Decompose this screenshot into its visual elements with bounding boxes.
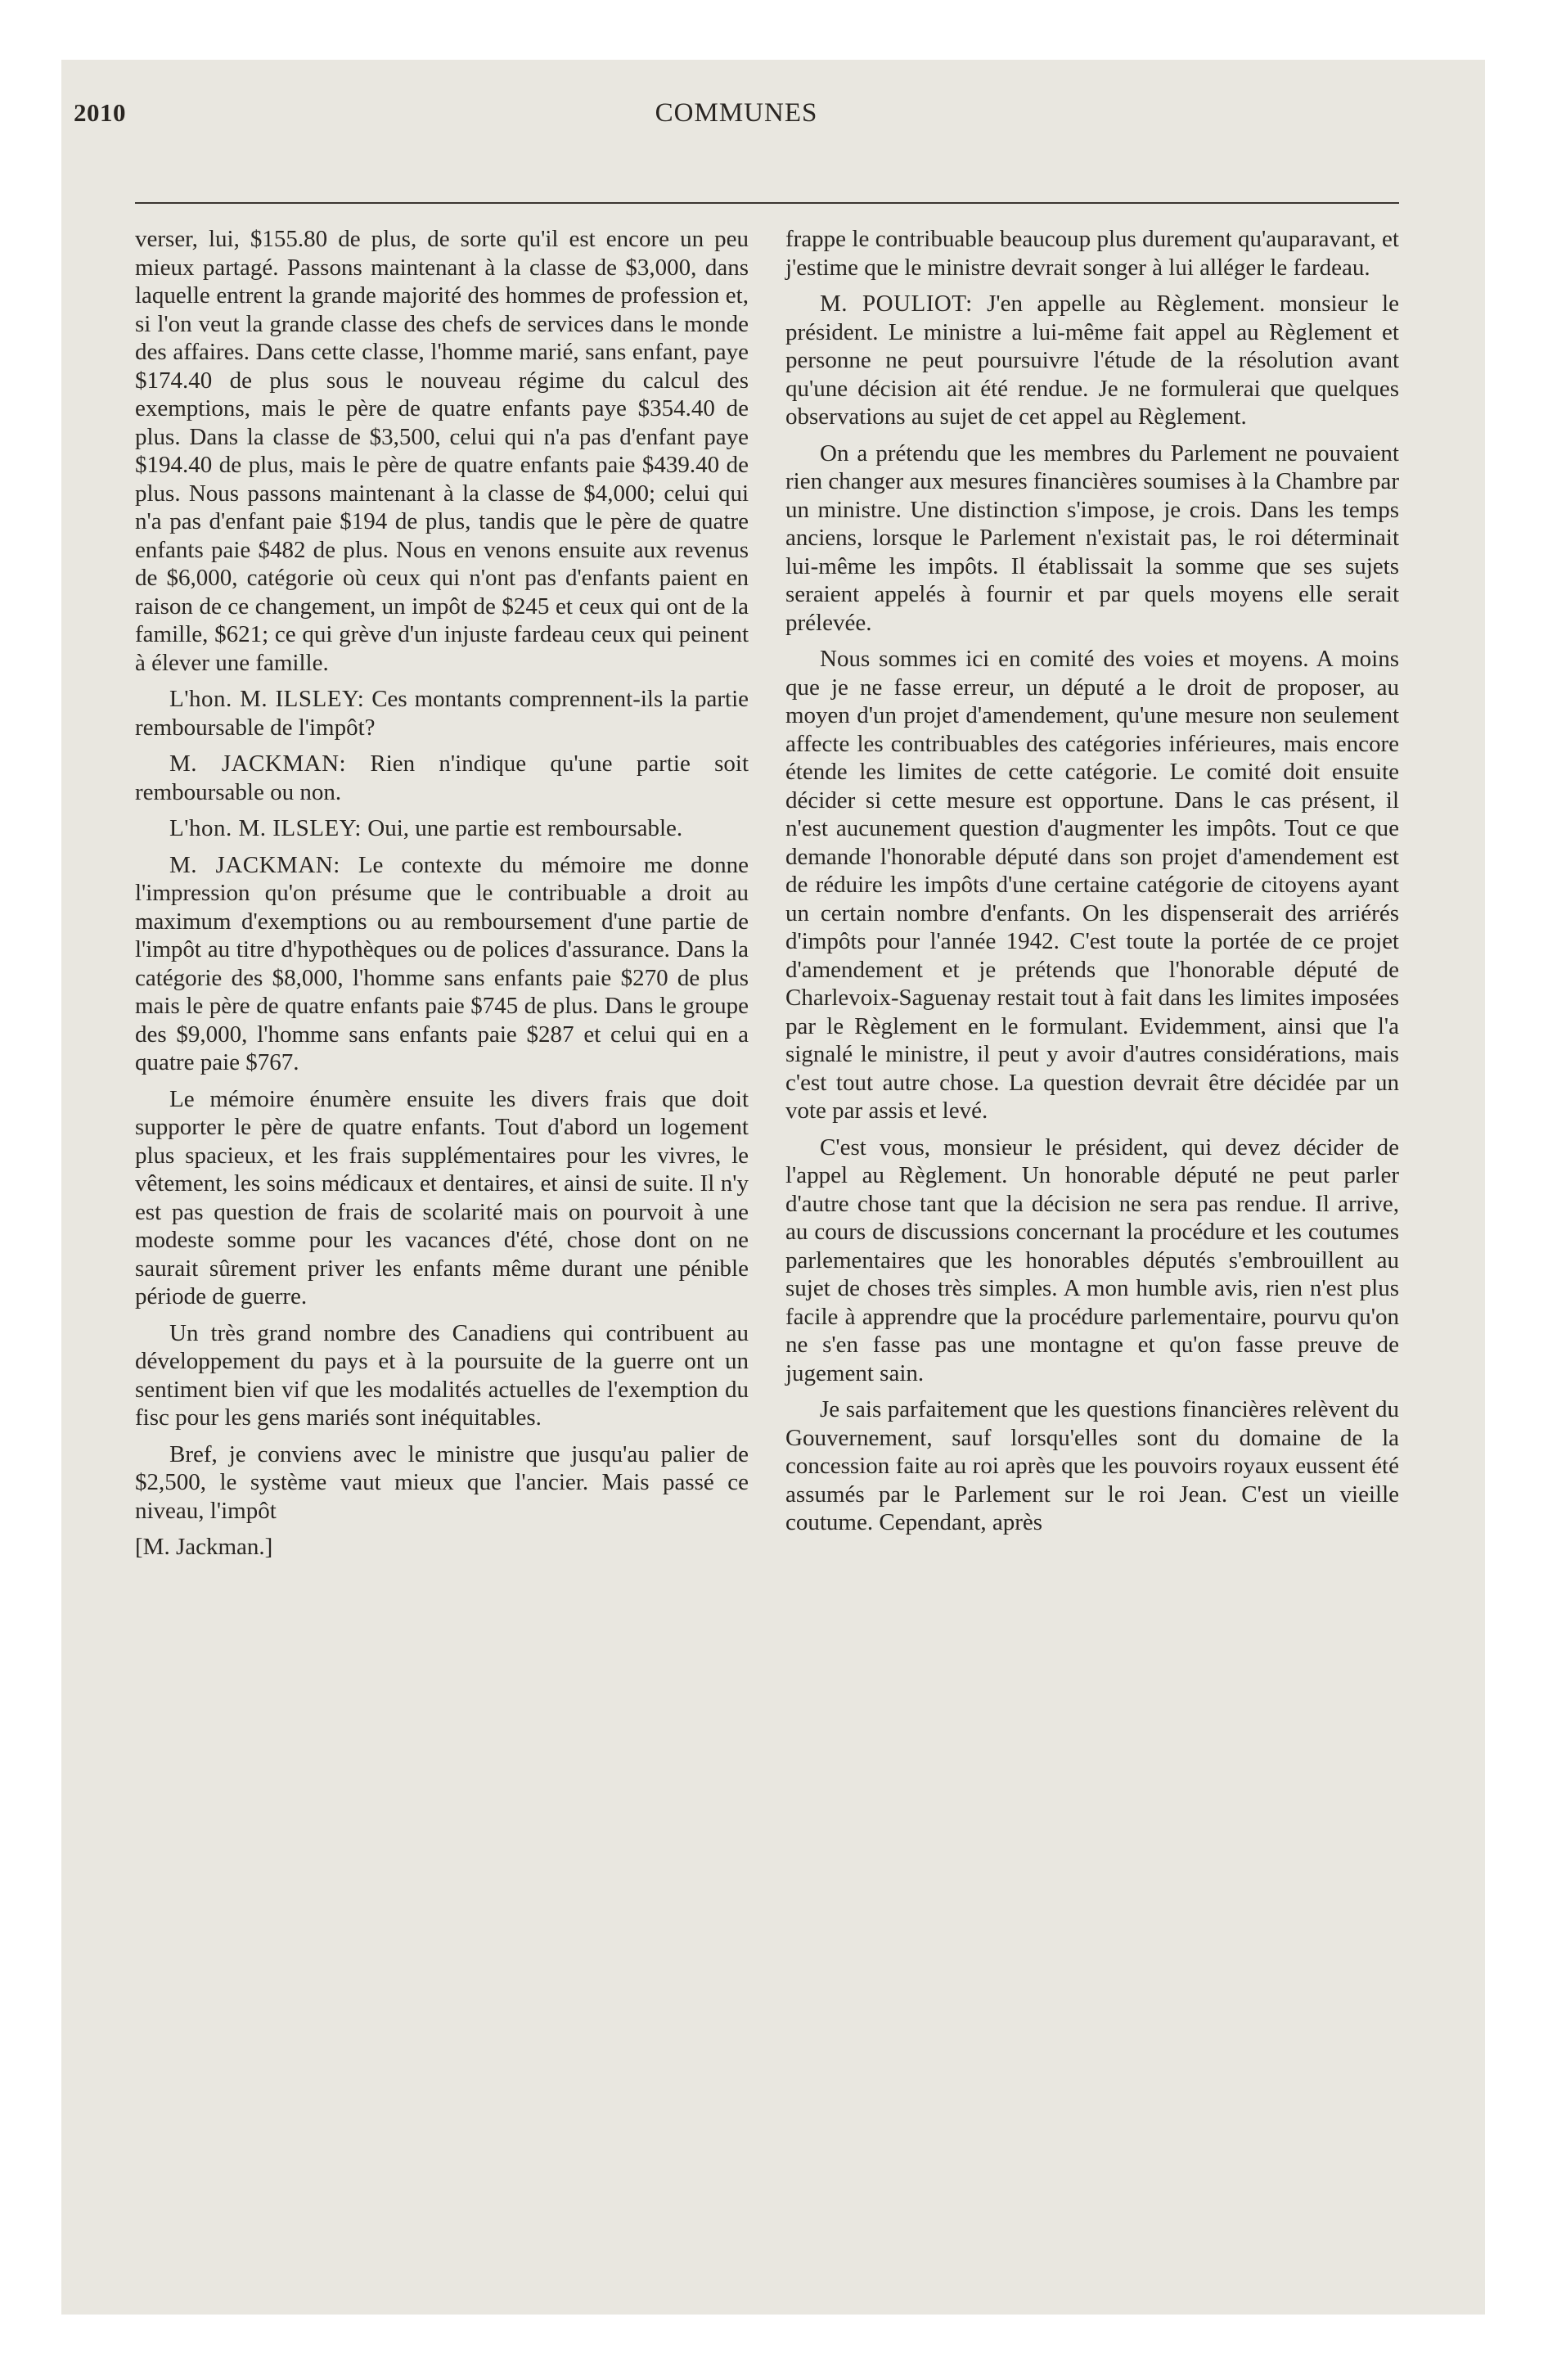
- speech: [135, 851, 749, 1077]
- page-header: [74, 92, 1399, 133]
- speaker-name: M. JACKMAN:: [169, 751, 347, 777]
- paragraph: Je sais parfaitement que les questions financières relèvent du Gouvernement, sauf lorsqu'elles sont du domaine de la concession faite au roi après que les pouvoirs royaux eussent été assumés par le Parlement sur le roi Jean. C'est un vieille coutume. Cependant, après: [785, 1396, 1399, 1535]
- paragraph: Le mémoire énumère ensuite les divers frais que doit supporter le père de quatre enfants. Tout d'abord un logement plus spacieux, et les frais supplémentaires pour les vivres, le vêtement, les soins médicaux et dentaires, et ainsi de suite. Il n'y est pas question de frais de scolarité mais on pourvoit à une modeste somme pour les vacances d'été, chose dont on ne saurait sûrement priver les enfants même durant une pénible période de guerre.: [135, 1085, 749, 1309]
- speaker-name: L'hon. M. ILSLEY:: [169, 686, 365, 712]
- speech-text: Rien n'indique qu'une partie soit remboursable ou non.: [135, 751, 749, 805]
- speech: [135, 814, 749, 843]
- running-head: COMMUNES: [655, 98, 818, 128]
- speaker-name: M. POULIOT:: [820, 291, 973, 317]
- paragraph: frappe le contribuable beaucoup plus durement qu'auparavant, et j'estime que le ministre devrait songer à lui alléger le fardeau.: [785, 226, 1399, 281]
- speech: [135, 685, 749, 741]
- speaker-name: L'hon. M. ILSLEY:: [169, 815, 362, 841]
- paragraph: Nous sommes ici en comité des voies et moyens. A moins que je ne fasse erreur, un député a le droit de proposer, au moyen d'un projet d'amendement, qu'une mesure non seulement affecte les contribuables des catégories inférieures, mais encore étende les limites de cette catégorie. Le comité doit ensuite décider si cette mesure est opportune. Dans le cas présent, il n'est aucunement question d'augmenter les impôts. Tout ce que demande l'honorable député dans son projet d'amendement est de réduire les impôts d'une certaine catégorie de citoyens ayant un certain nombre d'enfants. On les dispenserait des arriérés d'impôts pour l'année 1942. C'est toute la portée de ce projet d'amendement et je prétends que l'honorable député de Charlevoix-Saguenay restait tout à fait dans les limites imposées par le Règlement en le formulant. Evidemment, ainsi que l'a signalé le ministre, il peut y avoir d'autres considérations, mais c'est tout autre chose. La question devrait être décidée par un vote par assis et levé.: [785, 646, 1399, 1124]
- left-column: [135, 225, 749, 1562]
- speaker-signature: [M. Jackman.]: [135, 1534, 273, 1560]
- paragraph: C'est vous, monsieur le président, qui devez décider de l'appel au Règlement. Un honorable député ne peut parler d'autre chose tant que la décision ne sera pas rendue. Il arrive, au cours de discussions concernant la procédure et les coutumes parlementaires que les honorables députés s'embrouillent au sujet de choses très simples. A mon humble avis, rien n'est plus facile à apprendre que la procédure parlementaire, pourvu qu'on ne s'en fasse pas une montagne et qu'on fasse preuve de jugement sain.: [785, 1134, 1399, 1386]
- speech-text: Ces montants comprennent-ils la partie remboursable de l'impôt?: [135, 686, 749, 741]
- speaker-name: M. JACKMAN:: [169, 851, 340, 878]
- speech-text: Oui, une partie est remboursable.: [367, 815, 683, 841]
- speech-text: J'en appelle au Règlement. monsieur le président. Le ministre a lui-même fait appel au Règlement et personne ne peut poursuivre l'étude de la résolution avant qu'une décision ait été rendue. Je ne formulerai que quelques observations au sujet de cet appel au Règlement.: [785, 291, 1399, 430]
- paragraph: Un très grand nombre des Canadiens qui contribuent au développement du pays et à la poursuite de la guerre ont un sentiment bien vif que les modalités actuelles de l'exemption du fisc pour les gens mariés sont inéquitables.: [135, 1319, 749, 1431]
- speech: [785, 290, 1399, 431]
- paragraph: On a prétendu que les membres du Parlement ne pouvaient rien changer aux mesures financières soumises à la Chambre par un ministre. Une distinction s'impose, je crois. Dans les temps anciens, lorsque le Parlement n'existait pas, le roi déterminait lui-même les impôts. Il établissait la somme que ses sujets seraient appelés à fournir et par quels moyens elle serait prélevée.: [785, 439, 1399, 636]
- right-column: [785, 225, 1399, 1545]
- speech-text: Le contexte du mémoire me donne l'impression qu'on présume que le contribuable a droit au maximum d'exemptions ou au remboursement d'une partie de l'impôt au titre d'hypothèques ou de polices d'assurance. Dans la catégorie des $8,000, l'homme sans enfants paie $270 de plus mais le père de quatre enfants paie $745 de plus. Dans le groupe des $9,000, l'homme sans enfants paie $287 et celui qui en a quatre paie $767.: [135, 851, 749, 1075]
- page-number: 2010: [74, 98, 126, 127]
- paragraph: Bref, je conviens avec le ministre que jusqu'au palier de $2,500, le système vaut mieux que l'ancier. Mais passé ce niveau, l'impôt: [135, 1440, 749, 1524]
- speech: [135, 750, 749, 806]
- header-rule: [135, 202, 1399, 204]
- paragraph: verser, lui, $155.80 de plus, de sorte qu'il est encore un peu mieux partagé. Passons maintenant à la classe de $3,000, dans laquelle entrent la grande majorité des hommes de profession et, si l'on veut la grande classe des chefs de services dans le monde des affaires. Dans cette classe, l'homme marié, sans enfant, paye $174.40 de plus sous le nouveau régime du calcul des exemptions, mais le père de quatre enfants paye $354.40 de plus. Dans la classe de $3,500, celui qui n'a pas d'enfant paye $194.40 de plus, mais le père de quatre enfants paie $439.40 de plus. Nous passons maintenant à la classe de $4,000; celui qui n'a pas d'enfant paie $194 de plus, tandis que le père de quatre enfants paie $482 de plus. Nous en venons ensuite aux revenus de $6,000, catégorie où ceux qui n'ont pas d'enfants paient en raison de ce changement, un impôt de $245 et ceux qui ont de la famille, $621; ce qui grève d'un injuste fardeau ceux qui peinent à élever une famille.: [135, 226, 749, 676]
